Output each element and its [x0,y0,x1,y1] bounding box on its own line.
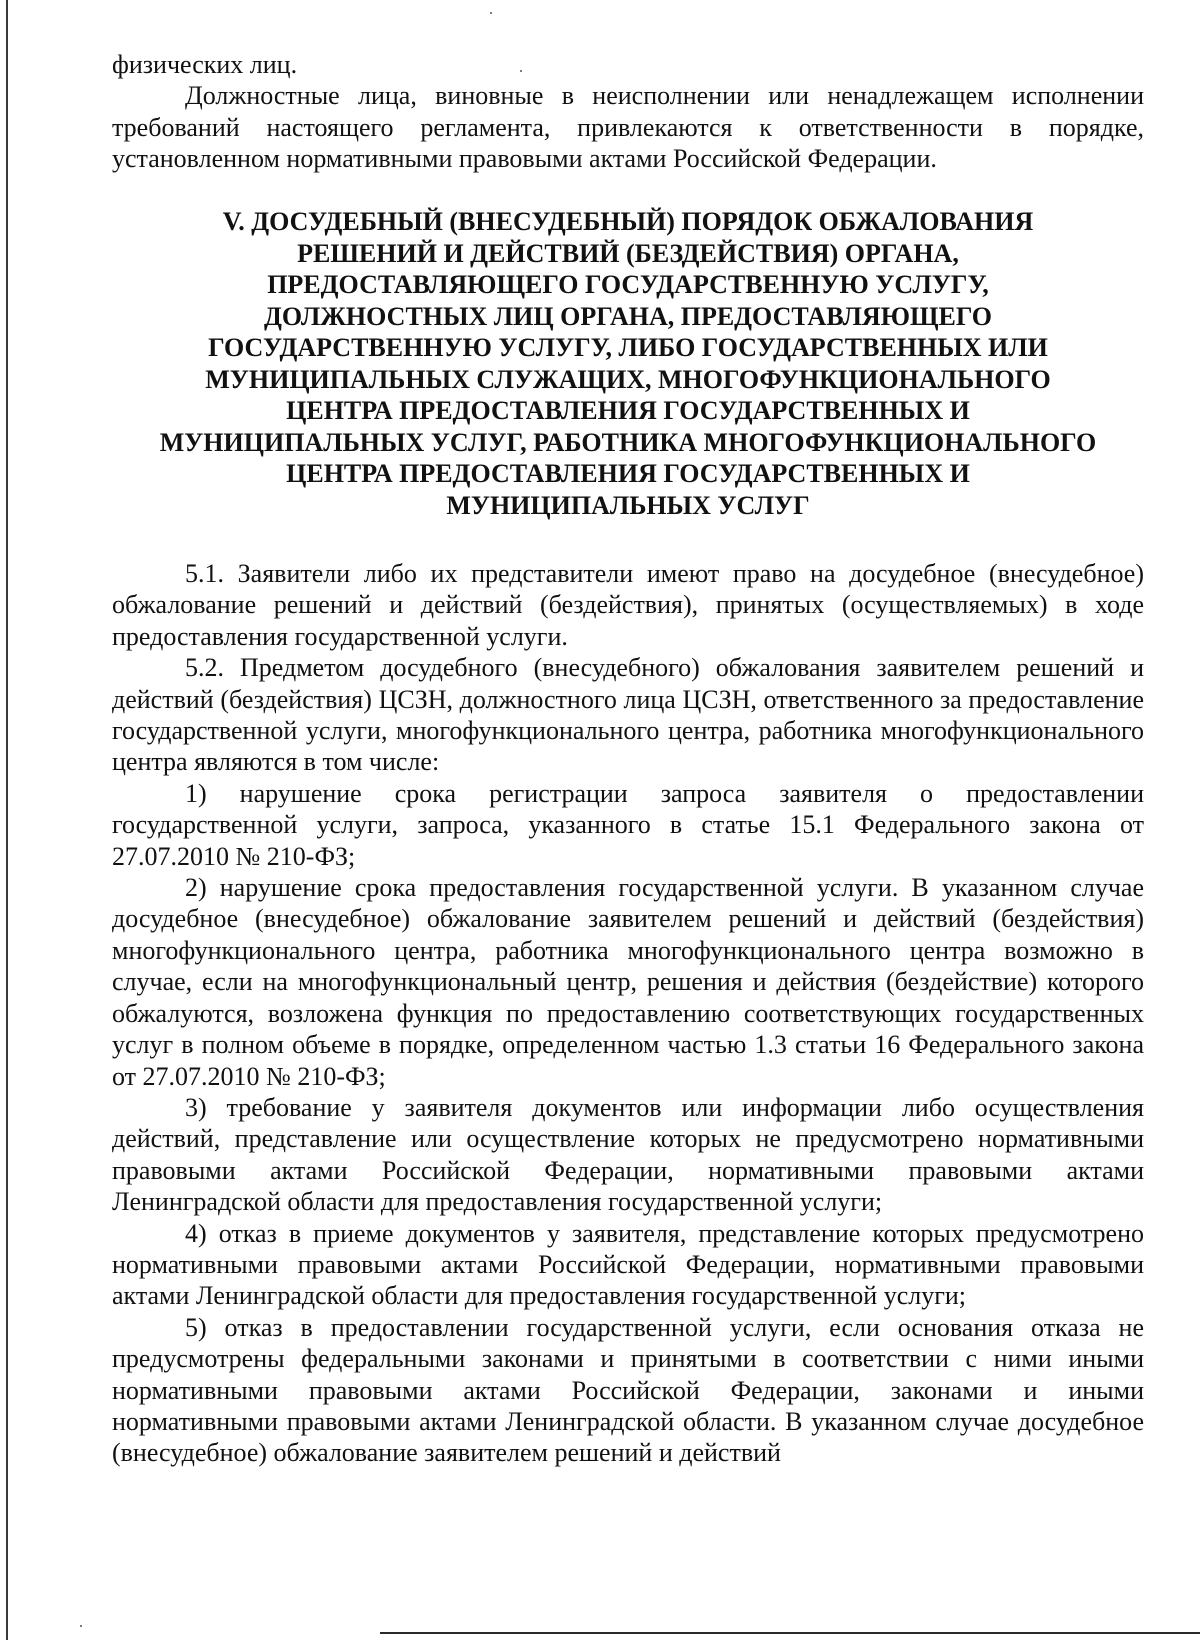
scan-speck [490,12,492,14]
list-item-5: 5) отказ в предоставлении государственной услуги, если основания отказа не предусмотрены федеральными законами и принятыми в соответствии с ними иными нормативными правовыми актами Российской Федерации, законами и иными нормативными правовыми актами Ленинградской области. В указанном случае досудебное (внесудебное) обжалование заявителем решений и действий [112,1312,1144,1468]
section-heading-line: ДОЛЖНОСТНЫХ ЛИЦ ОРГАНА, ПРЕДОСТАВЛЯЮЩЕГО [264,301,992,331]
paragraph-5-1: 5.1. Заявители либо их представители имеют право на досудебное (внесудебное) обжалование решений и действий (бездействия), принятых (осуществляемых) в ходе предоставления государственной услуги. [112,559,1144,651]
section-body [112,558,1144,1469]
section-heading-line: ГОСУДАРСТВЕННУЮ УСЛУГУ, ЛИБО ГОСУДАРСТВЕННЫХ ИЛИ [208,333,1048,362]
scan-bottom-edge [380,1632,1200,1634]
section-heading-line: МУНИЦИПАЛЬНЫХ УСЛУГ [446,490,810,520]
section-heading-line: МУНИЦИПАЛЬНЫХ УСЛУГ, РАБОТНИКА МНОГОФУНКЦИОНАЛЬНОГО [159,427,1097,457]
scan-left-edge [6,0,8,1640]
paragraph-5-2: 5.2. Предметом досудебного (внесудебного) обжалования заявителем решений и действий (бездействия) ЦСЗН, должностного лица ЦСЗН, ответственного за предоставление государственной услуги, многофункционального центра, работника многофункционального центра являются в том числе: [112,653,1144,777]
list-item-1: 1) нарушение срока регистрации запроса заявителя о предоставлении государственной услуги, запроса, указанного в статье 15.1 Федерального закона от 27.07.2010 № 210-ФЗ; [112,778,1144,871]
paragraph-responsibility: Должностные лица, виновные в неисполнении или ненадлежащем исполнении требований настоящего регламента, привлекаются к ответственности в порядке, установленном нормативными правовыми актами Российской Федерации. [112,81,1144,174]
top-text-block [112,49,1144,175]
list-item-4: 4) отказ в приеме документов у заявителя, представление которых предусмотрено нормативными правовыми актами Российской Федерации, нормативными правовыми актами Ленинградской области для предоставления государственной услуги; [112,1218,1144,1311]
scan-speck [80,1625,82,1627]
section-heading-line: РЕШЕНИЙ И ДЕЙСТВИЙ (БЕЗДЕЙСТВИЯ) ОРГАНА, [297,238,959,268]
list-item-2: 2) нарушение срока предоставления государственной услуги. В указанном случае досудебное (внесудебное) обжалование заявителем решений и действий (бездействия) многофункционального центра, работника многофункционального центра возможно в случае, если на многофункциональный центр, решения и действия (бездействие) которого обжалуются, возложена функция по предоставлению соответствующих государственных услуг в полном объеме в порядке, определенном частью 1.3 статьи 16 Федерального закона от 27.07.2010 № 210-ФЗ; [112,873,1144,1091]
list-item-3: 3) требование у заявителя документов или информации либо осуществления действий, представление или осуществление которых не предусмотрено нормативными правовыми актами Российской Федерации, нормативными правовыми актами Ленинградской области для предоставления государственной услуги; [112,1092,1144,1217]
section-heading-line: V. ДОСУДЕБНЫЙ (ВНЕСУДЕБНЫЙ) ПОРЯДОК ОБЖАЛОВАНИЯ [222,207,1034,236]
section-heading-line: ПРЕДОСТАВЛЯЮЩЕГО ГОСУДАРСТВЕННУЮ УСЛУГУ, [267,270,989,299]
section-heading-line: МУНИЦИПАЛЬНЫХ СЛУЖАЩИХ, МНОГОФУНКЦИОНАЛЬНОГО [205,364,1051,394]
paragraph-continuation: физических лиц. [112,50,298,79]
section-heading-line: ЦЕНТРА ПРЕДОСТАВЛЕНИЯ ГОСУДАРСТВЕННЫХ И [286,396,970,425]
section-heading-line: ЦЕНТРА ПРЕДОСТАВЛЕНИЯ ГОСУДАРСТВЕННЫХ И [286,459,970,488]
section-heading [112,206,1144,521]
